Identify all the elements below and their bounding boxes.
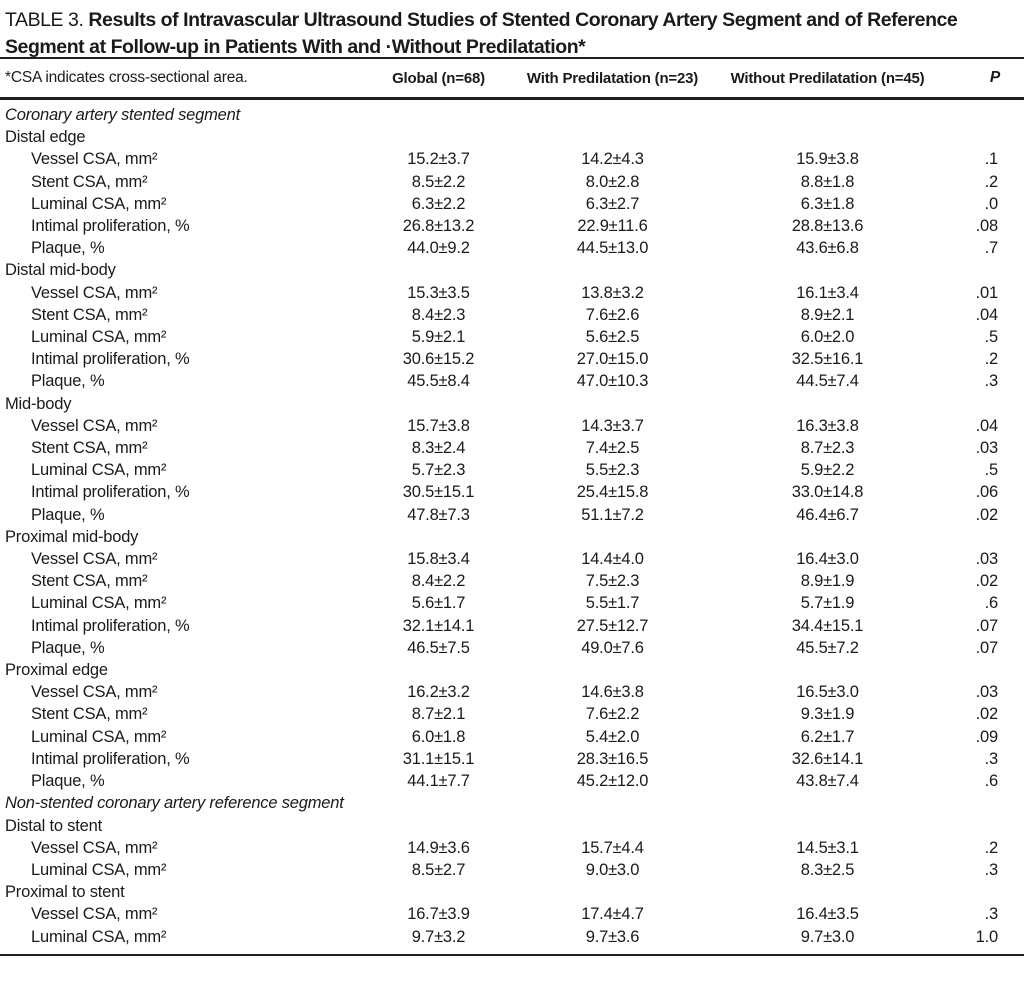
global-value-cell (362, 526, 515, 548)
with-predilatation-value-cell (515, 393, 710, 415)
p-value-cell: .3 (984, 860, 998, 879)
row-label-cell (0, 570, 362, 592)
global-value-cell: 15.7±3.8 (407, 416, 470, 435)
p-value-cell: .01 (975, 283, 998, 302)
with-predilatation-value-cell: 7.6±2.6 (585, 305, 640, 324)
without-predilatation-value-cell: 16.4±3.5 (796, 905, 859, 924)
table-row (0, 681, 1024, 703)
global-value-cell: 30.6±15.2 (402, 350, 475, 369)
table-row (0, 99, 1024, 127)
with-predilatation-value-cell (515, 792, 710, 814)
row-label: Proximal to stent (5, 883, 125, 902)
table-row (0, 748, 1024, 770)
table-row (0, 459, 1024, 481)
p-value-cell: .5 (984, 328, 998, 347)
p-value-cell: .04 (975, 416, 998, 435)
global-value-cell: 46.5±7.5 (407, 638, 470, 657)
global-value-cell: 16.7±3.9 (407, 905, 470, 924)
with-predilatation-value-cell: 6.3±2.7 (585, 194, 640, 213)
row-label: Proximal mid-body (5, 527, 139, 546)
row-label: Luminal CSA, mm² (31, 727, 167, 746)
p-value-cell (945, 881, 1024, 903)
with-predilatation-value-cell: 7.6±2.2 (585, 705, 640, 724)
without-predilatation-value-cell: 8.7±2.3 (800, 439, 855, 458)
without-predilatation-value-cell: 6.3±1.8 (800, 194, 855, 213)
row-label: Intimal proliferation, % (31, 616, 190, 635)
global-value-cell: 45.5±8.4 (407, 372, 470, 391)
row-label: Luminal CSA, mm² (31, 927, 167, 946)
row-label: Stent CSA, mm² (31, 305, 148, 324)
p-value-cell: .0 (984, 194, 998, 213)
with-predilatation-value-cell: 7.4±2.5 (585, 439, 640, 458)
global-value-cell (362, 659, 515, 681)
table-row (0, 237, 1024, 259)
table-row (0, 370, 1024, 392)
row-label: Plaque, % (31, 772, 105, 791)
with-predilatation-value-cell (515, 881, 710, 903)
p-value-cell: .6 (984, 772, 998, 791)
p-value-cell: .3 (984, 372, 998, 391)
without-predilatation-value-cell: 32.5±16.1 (791, 350, 864, 369)
row-label: Vessel CSA, mm² (31, 416, 158, 435)
row-label: Vessel CSA, mm² (31, 905, 158, 924)
table-row (0, 481, 1024, 503)
p-value-cell: .09 (975, 727, 998, 746)
without-predilatation-value-cell: 16.5±3.0 (796, 683, 859, 702)
without-predilatation-value-cell: 46.4±6.7 (796, 505, 859, 524)
with-predilatation-value-cell: 49.0±7.6 (581, 638, 644, 657)
row-label: Intimal proliferation, % (31, 217, 190, 236)
table-row (0, 304, 1024, 326)
with-predilatation-value-cell: 9.7±3.6 (585, 927, 640, 946)
table-row (0, 193, 1024, 215)
global-value-cell: 31.1±15.1 (402, 749, 475, 768)
p-value-cell: .04 (975, 305, 998, 324)
row-label: Vessel CSA, mm² (31, 683, 158, 702)
row-label-cell (0, 259, 362, 281)
row-label: Vessel CSA, mm² (31, 838, 158, 857)
without-predilatation-value-cell: 9.3±1.9 (800, 705, 855, 724)
row-label: Distal to stent (5, 816, 102, 835)
table-row (0, 726, 1024, 748)
p-value-cell (945, 815, 1024, 837)
p-value-cell: .07 (975, 638, 998, 657)
without-predilatation-value-cell: 16.4±3.0 (796, 550, 859, 569)
p-value-cell (945, 126, 1024, 148)
row-label-cell (0, 548, 362, 570)
without-predilatation-value-cell (710, 881, 945, 903)
p-value-cell: .02 (975, 705, 998, 724)
row-label-cell (0, 926, 362, 955)
row-label-cell (0, 393, 362, 415)
without-predilatation-value-cell (710, 659, 945, 681)
row-label: Luminal CSA, mm² (31, 860, 167, 879)
row-label-cell (0, 659, 362, 681)
p-value-cell (945, 99, 1024, 127)
with-predilatation-value-cell (515, 526, 710, 548)
table-row (0, 259, 1024, 281)
row-label-cell (0, 726, 362, 748)
global-value-cell: 8.7±2.1 (411, 705, 466, 724)
row-label-cell (0, 348, 362, 370)
row-label-cell (0, 526, 362, 548)
table-row (0, 415, 1024, 437)
with-predilatation-value-cell: 27.0±15.0 (576, 350, 649, 369)
table-title (0, 0, 1017, 61)
with-predilatation-value-cell: 51.1±7.2 (581, 505, 644, 524)
row-label: Stent CSA, mm² (31, 705, 148, 724)
p-value-cell: .3 (984, 905, 998, 924)
table-row (0, 570, 1024, 592)
table-row (0, 659, 1024, 681)
global-value-cell: 8.4±2.2 (411, 572, 466, 591)
table-body (0, 99, 1024, 955)
with-predilatation-value-cell: 28.3±16.5 (576, 749, 649, 768)
table-row (0, 393, 1024, 415)
table-row (0, 437, 1024, 459)
table-row (0, 926, 1024, 955)
row-label: Intimal proliferation, % (31, 350, 190, 369)
without-predilatation-value-cell (710, 126, 945, 148)
with-predilatation-value-cell: 5.5±1.7 (585, 594, 640, 613)
global-value-cell: 47.8±7.3 (407, 505, 470, 524)
row-label-cell (0, 881, 362, 903)
without-predilatation-value-cell: 9.7±3.0 (800, 927, 855, 946)
with-predilatation-value-cell: 17.4±4.7 (581, 905, 644, 924)
global-value-cell (362, 126, 515, 148)
row-label: Stent CSA, mm² (31, 172, 148, 191)
table-row (0, 282, 1024, 304)
with-predilatation-value-cell: 25.4±15.8 (576, 483, 649, 502)
p-value-cell: .2 (984, 350, 998, 369)
without-predilatation-value-cell (710, 815, 945, 837)
row-label-cell (0, 326, 362, 348)
row-label: Non-stented coronary artery reference segment (5, 794, 344, 813)
table-row (0, 504, 1024, 526)
with-predilatation-value-cell: 47.0±10.3 (576, 372, 649, 391)
without-predilatation-value-cell: 16.3±3.8 (796, 416, 859, 435)
row-label: Plaque, % (31, 372, 105, 391)
row-label-cell (0, 304, 362, 326)
global-value-cell: 15.3±3.5 (407, 283, 470, 302)
without-predilatation-value-cell (710, 99, 945, 127)
row-label: Vessel CSA, mm² (31, 150, 158, 169)
table-footnote: *CSA indicates cross-sectional area. (5, 69, 248, 86)
row-label: Mid-body (5, 394, 72, 413)
with-predilatation-value-cell (515, 815, 710, 837)
without-predilatation-value-cell: 43.6±6.8 (796, 239, 859, 258)
without-predilatation-value-cell: 5.9±2.2 (800, 461, 855, 480)
table-row (0, 770, 1024, 792)
p-value-cell: .6 (984, 594, 998, 613)
p-value-cell: .02 (975, 505, 998, 524)
row-label: Vessel CSA, mm² (31, 550, 158, 569)
table-header (0, 58, 1024, 99)
row-label: Luminal CSA, mm² (31, 194, 167, 213)
column-header-global: Global (n=68) (362, 58, 515, 99)
row-label-cell (0, 370, 362, 392)
row-label: Stent CSA, mm² (31, 439, 148, 458)
global-value-cell: 8.5±2.2 (411, 172, 466, 191)
row-label: Distal edge (5, 128, 86, 147)
global-value-cell: 8.3±2.4 (411, 439, 466, 458)
p-value-cell: .03 (975, 683, 998, 702)
global-value-cell: 16.2±3.2 (407, 683, 470, 702)
row-label: Plaque, % (31, 239, 105, 258)
table-row (0, 837, 1024, 859)
p-value-cell: .08 (975, 217, 998, 236)
row-label: Proximal edge (5, 661, 108, 680)
without-predilatation-value-cell: 6.0±2.0 (800, 328, 855, 347)
row-label-cell (0, 437, 362, 459)
global-value-cell: 15.8±3.4 (407, 550, 470, 569)
global-value-cell: 5.7±2.3 (411, 461, 466, 480)
row-label-cell (0, 481, 362, 503)
global-value-cell (362, 259, 515, 281)
with-predilatation-value-cell: 5.6±2.5 (585, 328, 640, 347)
global-value-cell: 8.4±2.3 (411, 305, 466, 324)
with-predilatation-value-cell: 44.5±13.0 (576, 239, 649, 258)
p-value-cell: .2 (984, 838, 998, 857)
global-value-cell: 26.8±13.2 (402, 217, 475, 236)
with-predilatation-value-cell: 5.4±2.0 (585, 727, 640, 746)
with-predilatation-value-cell: 7.5±2.3 (585, 572, 640, 591)
row-label: Intimal proliferation, % (31, 483, 190, 502)
row-label: Stent CSA, mm² (31, 572, 148, 591)
row-label: Luminal CSA, mm² (31, 461, 167, 480)
table-number: TABLE 3. (5, 9, 84, 31)
table-row (0, 548, 1024, 570)
without-predilatation-value-cell: 8.8±1.8 (800, 172, 855, 191)
global-value-cell: 44.0±9.2 (407, 239, 470, 258)
row-label-cell (0, 637, 362, 659)
with-predilatation-value-cell: 22.9±11.6 (577, 217, 648, 236)
without-predilatation-value-cell: 43.8±7.4 (796, 772, 859, 791)
row-label-cell (0, 237, 362, 259)
p-value-cell: .06 (975, 483, 998, 502)
global-value-cell: 6.0±1.8 (411, 727, 466, 746)
table-row (0, 859, 1024, 881)
row-label: Vessel CSA, mm² (31, 283, 158, 302)
table-row (0, 171, 1024, 193)
row-label: Luminal CSA, mm² (31, 594, 167, 613)
row-label-cell (0, 215, 362, 237)
global-value-cell: 15.2±3.7 (407, 150, 470, 169)
with-predilatation-value-cell: 8.0±2.8 (585, 172, 640, 191)
p-value-cell (945, 659, 1024, 681)
p-value-cell: 1.0 (975, 927, 998, 946)
p-value-cell: .03 (975, 439, 998, 458)
with-predilatation-value-cell: 5.5±2.3 (585, 461, 640, 480)
global-value-cell: 6.3±2.2 (411, 194, 466, 213)
without-predilatation-value-cell: 16.1±3.4 (796, 283, 859, 302)
with-predilatation-value-cell: 14.6±3.8 (581, 683, 644, 702)
with-predilatation-value-cell: 45.2±12.0 (576, 772, 649, 791)
p-value-cell: .7 (984, 239, 998, 258)
row-label-cell (0, 770, 362, 792)
without-predilatation-value-cell: 45.5±7.2 (796, 638, 859, 657)
global-value-cell: 8.5±2.7 (411, 860, 466, 879)
row-label: Distal mid-body (5, 261, 116, 280)
without-predilatation-value-cell: 32.6±14.1 (791, 749, 864, 768)
table-row (0, 215, 1024, 237)
row-label-cell (0, 792, 362, 814)
row-label-cell (0, 815, 362, 837)
p-value-cell: .3 (984, 749, 998, 768)
row-label-cell (0, 615, 362, 637)
table-row (0, 637, 1024, 659)
row-label-cell (0, 903, 362, 925)
without-predilatation-value-cell: 5.7±1.9 (800, 594, 855, 613)
table-row (0, 615, 1024, 637)
with-predilatation-value-cell: 13.8±3.2 (581, 283, 644, 302)
row-label-cell (0, 193, 362, 215)
row-label-cell (0, 859, 362, 881)
without-predilatation-value-cell (710, 259, 945, 281)
column-header-without-predilatation: Without Predilatation (n=45) (710, 58, 945, 99)
row-label: Coronary artery stented segment (5, 106, 240, 124)
p-value-cell: .1 (984, 150, 998, 169)
global-value-cell (362, 393, 515, 415)
row-label-cell (0, 459, 362, 481)
column-header-p-value: P (945, 58, 1024, 99)
global-value-cell: 30.5±15.1 (402, 483, 475, 502)
table-row (0, 148, 1024, 170)
with-predilatation-value-cell: 14.4±4.0 (581, 550, 644, 569)
p-value-cell (945, 393, 1024, 415)
without-predilatation-value-cell: 8.3±2.5 (800, 860, 855, 879)
global-value-cell: 5.9±2.1 (411, 328, 466, 347)
with-predilatation-value-cell (515, 126, 710, 148)
without-predilatation-value-cell (710, 792, 945, 814)
row-label-cell (0, 99, 362, 127)
with-predilatation-value-cell (515, 99, 710, 127)
without-predilatation-value-cell (710, 393, 945, 415)
row-label-cell (0, 282, 362, 304)
row-label-cell (0, 592, 362, 614)
global-value-cell (362, 99, 515, 127)
row-label-cell (0, 504, 362, 526)
table-row (0, 592, 1024, 614)
with-predilatation-value-cell (515, 259, 710, 281)
row-label-cell (0, 126, 362, 148)
table-row (0, 792, 1024, 814)
row-label: Plaque, % (31, 638, 105, 657)
global-value-cell: 5.6±1.7 (411, 594, 466, 613)
global-value-cell: 32.1±14.1 (402, 616, 475, 635)
with-predilatation-value-cell: 9.0±3.0 (585, 860, 640, 879)
p-value-cell: .03 (975, 550, 998, 569)
row-label-cell (0, 148, 362, 170)
row-label-cell (0, 171, 362, 193)
with-predilatation-value-cell: 14.2±4.3 (581, 150, 644, 169)
p-value-cell: .02 (975, 572, 998, 591)
table-title-text: Results of Intravascular Ultrasound Studies of Stented Coronary Artery Segment and of Reference Segment at Follow-up in Patients With and ·Without Predilatation* (5, 9, 958, 58)
global-value-cell: 44.1±7.7 (407, 772, 470, 791)
p-value-cell: .07 (975, 616, 998, 635)
p-value-cell: .5 (984, 461, 998, 480)
without-predilatation-value-cell: 44.5±7.4 (796, 372, 859, 391)
global-value-cell (362, 792, 515, 814)
p-value-cell (945, 259, 1024, 281)
p-value-cell (945, 792, 1024, 814)
with-predilatation-value-cell: 27.5±12.7 (576, 616, 649, 635)
with-predilatation-value-cell: 14.3±3.7 (581, 416, 644, 435)
header-row (0, 58, 1024, 99)
row-label-cell (0, 837, 362, 859)
without-predilatation-value-cell: 6.2±1.7 (800, 727, 855, 746)
table-row (0, 703, 1024, 725)
global-value-cell (362, 815, 515, 837)
with-predilatation-value-cell (515, 659, 710, 681)
row-label-cell (0, 681, 362, 703)
table-row (0, 326, 1024, 348)
column-header-with-predilatation: With Predilatation (n=23) (515, 58, 710, 99)
row-label: Intimal proliferation, % (31, 749, 190, 768)
without-predilatation-value-cell: 8.9±2.1 (800, 305, 855, 324)
global-value-cell: 9.7±3.2 (411, 927, 466, 946)
row-label-cell (0, 748, 362, 770)
without-predilatation-value-cell: 8.9±1.9 (800, 572, 855, 591)
table-row (0, 903, 1024, 925)
table-row (0, 126, 1024, 148)
row-label-cell (0, 415, 362, 437)
without-predilatation-value-cell: 15.9±3.8 (796, 150, 859, 169)
row-label-cell (0, 703, 362, 725)
table-row (0, 881, 1024, 903)
without-predilatation-value-cell: 33.0±14.8 (791, 483, 864, 502)
row-label: Luminal CSA, mm² (31, 328, 167, 347)
row-label: Plaque, % (31, 505, 105, 524)
table-row (0, 348, 1024, 370)
without-predilatation-value-cell (710, 526, 945, 548)
table-row (0, 815, 1024, 837)
without-predilatation-value-cell: 14.5±3.1 (796, 838, 859, 857)
global-value-cell: 14.9±3.6 (407, 838, 470, 857)
global-value-cell (362, 881, 515, 903)
header-spacer (0, 58, 362, 99)
with-predilatation-value-cell: 15.7±4.4 (581, 838, 644, 857)
without-predilatation-value-cell: 34.4±15.1 (791, 616, 864, 635)
p-value-cell: .2 (984, 172, 998, 191)
p-value-cell (945, 526, 1024, 548)
without-predilatation-value-cell: 28.8±13.6 (791, 217, 864, 236)
table-row (0, 526, 1024, 548)
ivus-results-table (0, 57, 1024, 956)
